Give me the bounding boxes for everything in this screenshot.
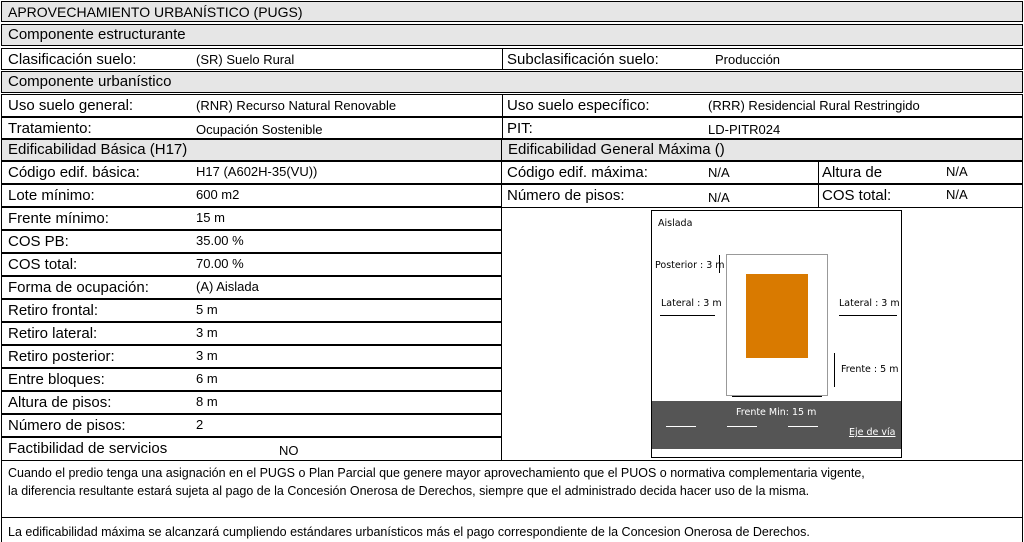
edif-basica-label: Retiro lateral: [8,325,98,342]
page-title: APROVECHAMIENTO URBANÍSTICO (PUGS) [1,1,1023,22]
edif-basica-row [1,207,502,230]
tratamiento-row [1,117,1023,139]
edif-basica-value: 70.00 % [196,256,244,271]
occupation-diagram [651,210,902,458]
note-2-box [1,518,1023,542]
edif-basica-label: Factibilidad de servicios [8,440,168,457]
edif-basica-row [1,391,502,414]
altura-label: Altura de [822,164,883,181]
codigo-maxima-row [501,161,1023,184]
edif-basica-value: 8 m [196,394,218,409]
note-1-line-2: la diferencia resultante estará sujeta al pago de la Concesión Onerosa de Derechos, siempre que el administrado decida hacer uso de la misma. [8,484,810,498]
edif-basica-label: Lote mínimo: [8,187,95,204]
notes-box [1,460,1023,518]
eje-via-label: Eje de vía [849,427,896,438]
edif-basica-value: 3 m [196,348,218,363]
subclasificacion-label: Subclasificación suelo: [507,51,659,68]
edif-basica-label: Entre bloques: [8,371,105,388]
uso-especifico-value: (RRR) Residencial Rural Restringido [708,98,920,113]
edif-basica-label: Frente mínimo: [8,210,109,227]
edif-basica-row [1,368,502,391]
edif-basica-row [1,161,502,184]
clasificacion-row [1,48,1023,70]
uso-general-value: (RNR) Recurso Natural Renovable [196,98,397,113]
componente-estructurante-header: Componente estructurante [1,24,1023,46]
edif-basica-label: Código edif. básica: [8,164,140,181]
tratamiento-value: Ocupación Sostenible [196,122,323,137]
edif-basica-value: 3 m [196,325,218,340]
codigo-maxima-label: Código edif. máxima: [507,164,648,181]
edif-basica-label: Retiro posterior: [8,348,115,365]
cos-total-maxima-label: COS total: [822,187,892,204]
edif-basica-label: Número de pisos: [8,417,126,434]
edif-basica-value: 6 m [196,371,218,386]
edif-basica-row [1,437,502,460]
edificabilidad-maxima-header: Edificabilidad General Máxima () [501,139,1023,161]
altura-value: N/A [946,164,968,179]
uso-suelo-row [1,94,1023,117]
edif-basica-value: 35.00 % [196,233,244,248]
edif-basica-row [1,276,502,299]
subclasificacion-value: Producción [715,52,781,67]
frente-min-label: Frente Min: 15 m [736,407,817,418]
clasificacion-label: Clasificación suelo: [8,51,137,68]
edif-basica-value: H17 (A602H-35(VU)) [196,164,318,179]
uso-general-label: Uso suelo general: [8,97,134,114]
codigo-maxima-value: N/A [708,165,730,180]
edif-basica-value: 600 m2 [196,187,240,202]
note-2: La edificabilidad máxima se alcanzará cumpliendo estándares urbanísticos más el pago correspondiente de la Concesion Onerosa de Derechos. [8,525,810,539]
edif-basica-label: COS PB: [8,233,69,250]
pisos-maxima-label: Número de pisos: [507,187,625,204]
edif-basica-row [1,345,502,368]
edif-basica-label: Altura de pisos: [8,394,112,411]
edif-basica-row [1,184,502,207]
edif-basica-label: Retiro frontal: [8,302,99,319]
building-footprint [746,274,808,358]
edif-basica-value: (A) Aislada [196,279,259,294]
tratamiento-label: Tratamiento: [8,120,92,137]
lateral-right-label: Lateral : 3 m [839,298,900,309]
edif-basica-label: Forma de ocupación: [8,279,149,296]
frente-label: Frente : 5 m [841,364,899,375]
posterior-label: Posterior : 3 m [655,260,725,271]
pisos-maxima-value: N/A [708,190,730,205]
edif-basica-row [1,299,502,322]
cos-total-maxima-value: N/A [946,187,968,202]
lateral-left-label: Lateral : 3 m [661,298,722,309]
pit-label: PIT: [507,120,533,137]
edif-basica-row [1,230,502,253]
edif-basica-value: NO [279,443,299,458]
pisos-maxima-row [501,184,1023,208]
edif-basica-row [1,253,502,276]
edif-basica-label: COS total: [8,256,78,273]
pit-value: LD-PITR024 [708,122,781,137]
uso-especifico-label: Uso suelo específico: [507,97,650,114]
road [652,401,901,449]
edif-basica-row [1,322,502,345]
clasificacion-value: (SR) Suelo Rural [196,52,295,67]
edif-basica-value: 2 [196,417,204,432]
componente-urbanistico-header: Componente urbanístico [1,71,1023,93]
edificabilidad-basica-header: Edificabilidad Básica (H17) [1,139,502,161]
edif-basica-row [1,414,502,437]
diagram-title: Aislada [658,218,693,229]
edif-basica-value: 15 m [196,210,225,225]
note-1-line-1: Cuando el predio tenga una asignación en el PUGS o Plan Parcial que genere mayor aprovechamiento que el PUOS o normativa complementaria vigente, [8,466,865,480]
edif-basica-value: 5 m [196,302,218,317]
